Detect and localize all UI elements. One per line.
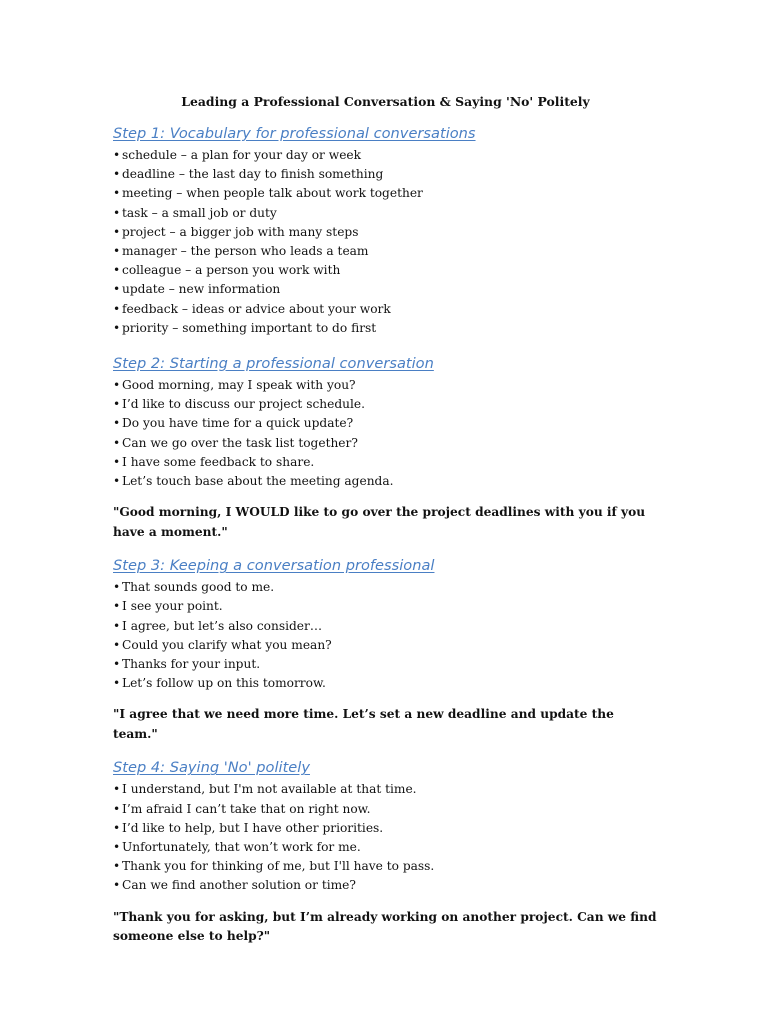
bullet-icon: • [113, 435, 121, 450]
section-heading: Step 1: Vocabulary for professional conversations [113, 125, 476, 142]
bullet-icon: • [113, 416, 121, 431]
list-item: • update – new information [113, 280, 658, 299]
list-item: • Can we find another solution or time? [113, 876, 658, 895]
list-item: • project – a bigger job with many steps [113, 223, 658, 242]
bullet-icon: • [113, 618, 121, 633]
bullet-icon: • [113, 263, 121, 278]
section-step-4 [113, 757, 658, 946]
list-item: • colleague – a person you work with [113, 261, 658, 280]
example-quote: "I agree that we need more time. Let’s set a new deadline and update the team." [113, 707, 614, 741]
list-item: • deadline – the last day to finish something [113, 165, 658, 184]
document-body [113, 93, 658, 947]
list-item: • I have some feedback to share. [113, 453, 658, 472]
list-item: • priority – something important to do first [113, 319, 658, 338]
section-heading: Step 2: Starting a professional conversation [113, 355, 434, 373]
bullet-icon: • [113, 186, 121, 201]
section-heading: Step 3: Keeping a conversation professional [113, 557, 435, 575]
bullet-icon: • [113, 244, 121, 259]
bullet-icon: • [113, 782, 121, 797]
bullet-icon: • [113, 599, 121, 614]
list-item: • Thanks for your input. [113, 655, 658, 674]
phrase-list [113, 376, 658, 491]
list-item: • I’d like to help, but I have other priorities. [113, 819, 658, 838]
bullet-icon: • [113, 397, 121, 412]
vocabulary-list [113, 146, 658, 338]
bullet-icon: • [113, 859, 121, 874]
list-item: • I agree, but let’s also consider… [113, 617, 658, 636]
document-title: Leading a Professional Conversation & Saying 'No' Politely [181, 94, 590, 109]
bullet-icon: • [113, 167, 121, 182]
list-item: • I’d like to discuss our project schedule. [113, 395, 658, 414]
list-item: • Let’s touch base about the meeting agenda. [113, 472, 658, 491]
example-quote: "Good morning, I WOULD like to go over the project deadlines with you if you have a moment." [113, 505, 646, 539]
list-item: • I’m afraid I can’t take that on right now. [113, 800, 658, 819]
list-item: • Can we go over the task list together? [113, 434, 658, 453]
list-item: • I understand, but I'm not available at that time. [113, 780, 658, 799]
bullet-icon: • [113, 657, 121, 672]
bullet-icon: • [113, 148, 121, 162]
list-item: • meeting – when people talk about work together [113, 184, 658, 203]
bullet-icon: • [113, 580, 121, 595]
list-item: • Good morning, may I speak with you? [113, 376, 658, 395]
list-item: • Let’s follow up on this tomorrow. [113, 674, 658, 693]
bullet-icon: • [113, 320, 121, 335]
phrase-list [113, 780, 658, 895]
section-step-2 [113, 353, 658, 542]
list-item: • schedule – a plan for your day or week [113, 146, 658, 165]
list-item: • I see your point. [113, 597, 658, 616]
list-item: • Unfortunately, that won’t work for me. [113, 838, 658, 857]
example-quote: "Thank you for asking, but I’m already working on another project. Can we find someone else to help?" [113, 909, 657, 944]
bullet-icon: • [113, 676, 121, 691]
bullet-icon: • [113, 801, 121, 816]
bullet-icon: • [113, 205, 121, 220]
bullet-icon: • [113, 878, 121, 893]
bullet-icon: • [113, 282, 121, 297]
list-item: • Do you have time for a quick update? [113, 414, 658, 433]
bullet-icon: • [113, 474, 121, 489]
list-item: • manager – the person who leads a team [113, 242, 658, 261]
bullet-icon: • [113, 840, 121, 855]
list-item: • Could you clarify what you mean? [113, 636, 658, 655]
bullet-icon: • [113, 820, 121, 835]
list-item: • task – a small job or duty [113, 204, 658, 223]
bullet-icon: • [113, 454, 121, 469]
bullet-icon: • [113, 301, 121, 316]
list-item: • Thank you for thinking of me, but I'll have to pass. [113, 857, 658, 876]
section-heading: Step 4: Saying 'No' politely [113, 759, 310, 777]
phrase-list [113, 578, 658, 693]
list-item: • That sounds good to me. [113, 578, 658, 597]
list-item: • feedback – ideas or advice about your work [113, 300, 658, 319]
section-step-1 [113, 123, 658, 338]
bullet-icon: • [113, 224, 121, 239]
bullet-icon: • [113, 637, 121, 652]
bullet-icon: • [113, 378, 121, 393]
section-step-3 [113, 555, 658, 744]
